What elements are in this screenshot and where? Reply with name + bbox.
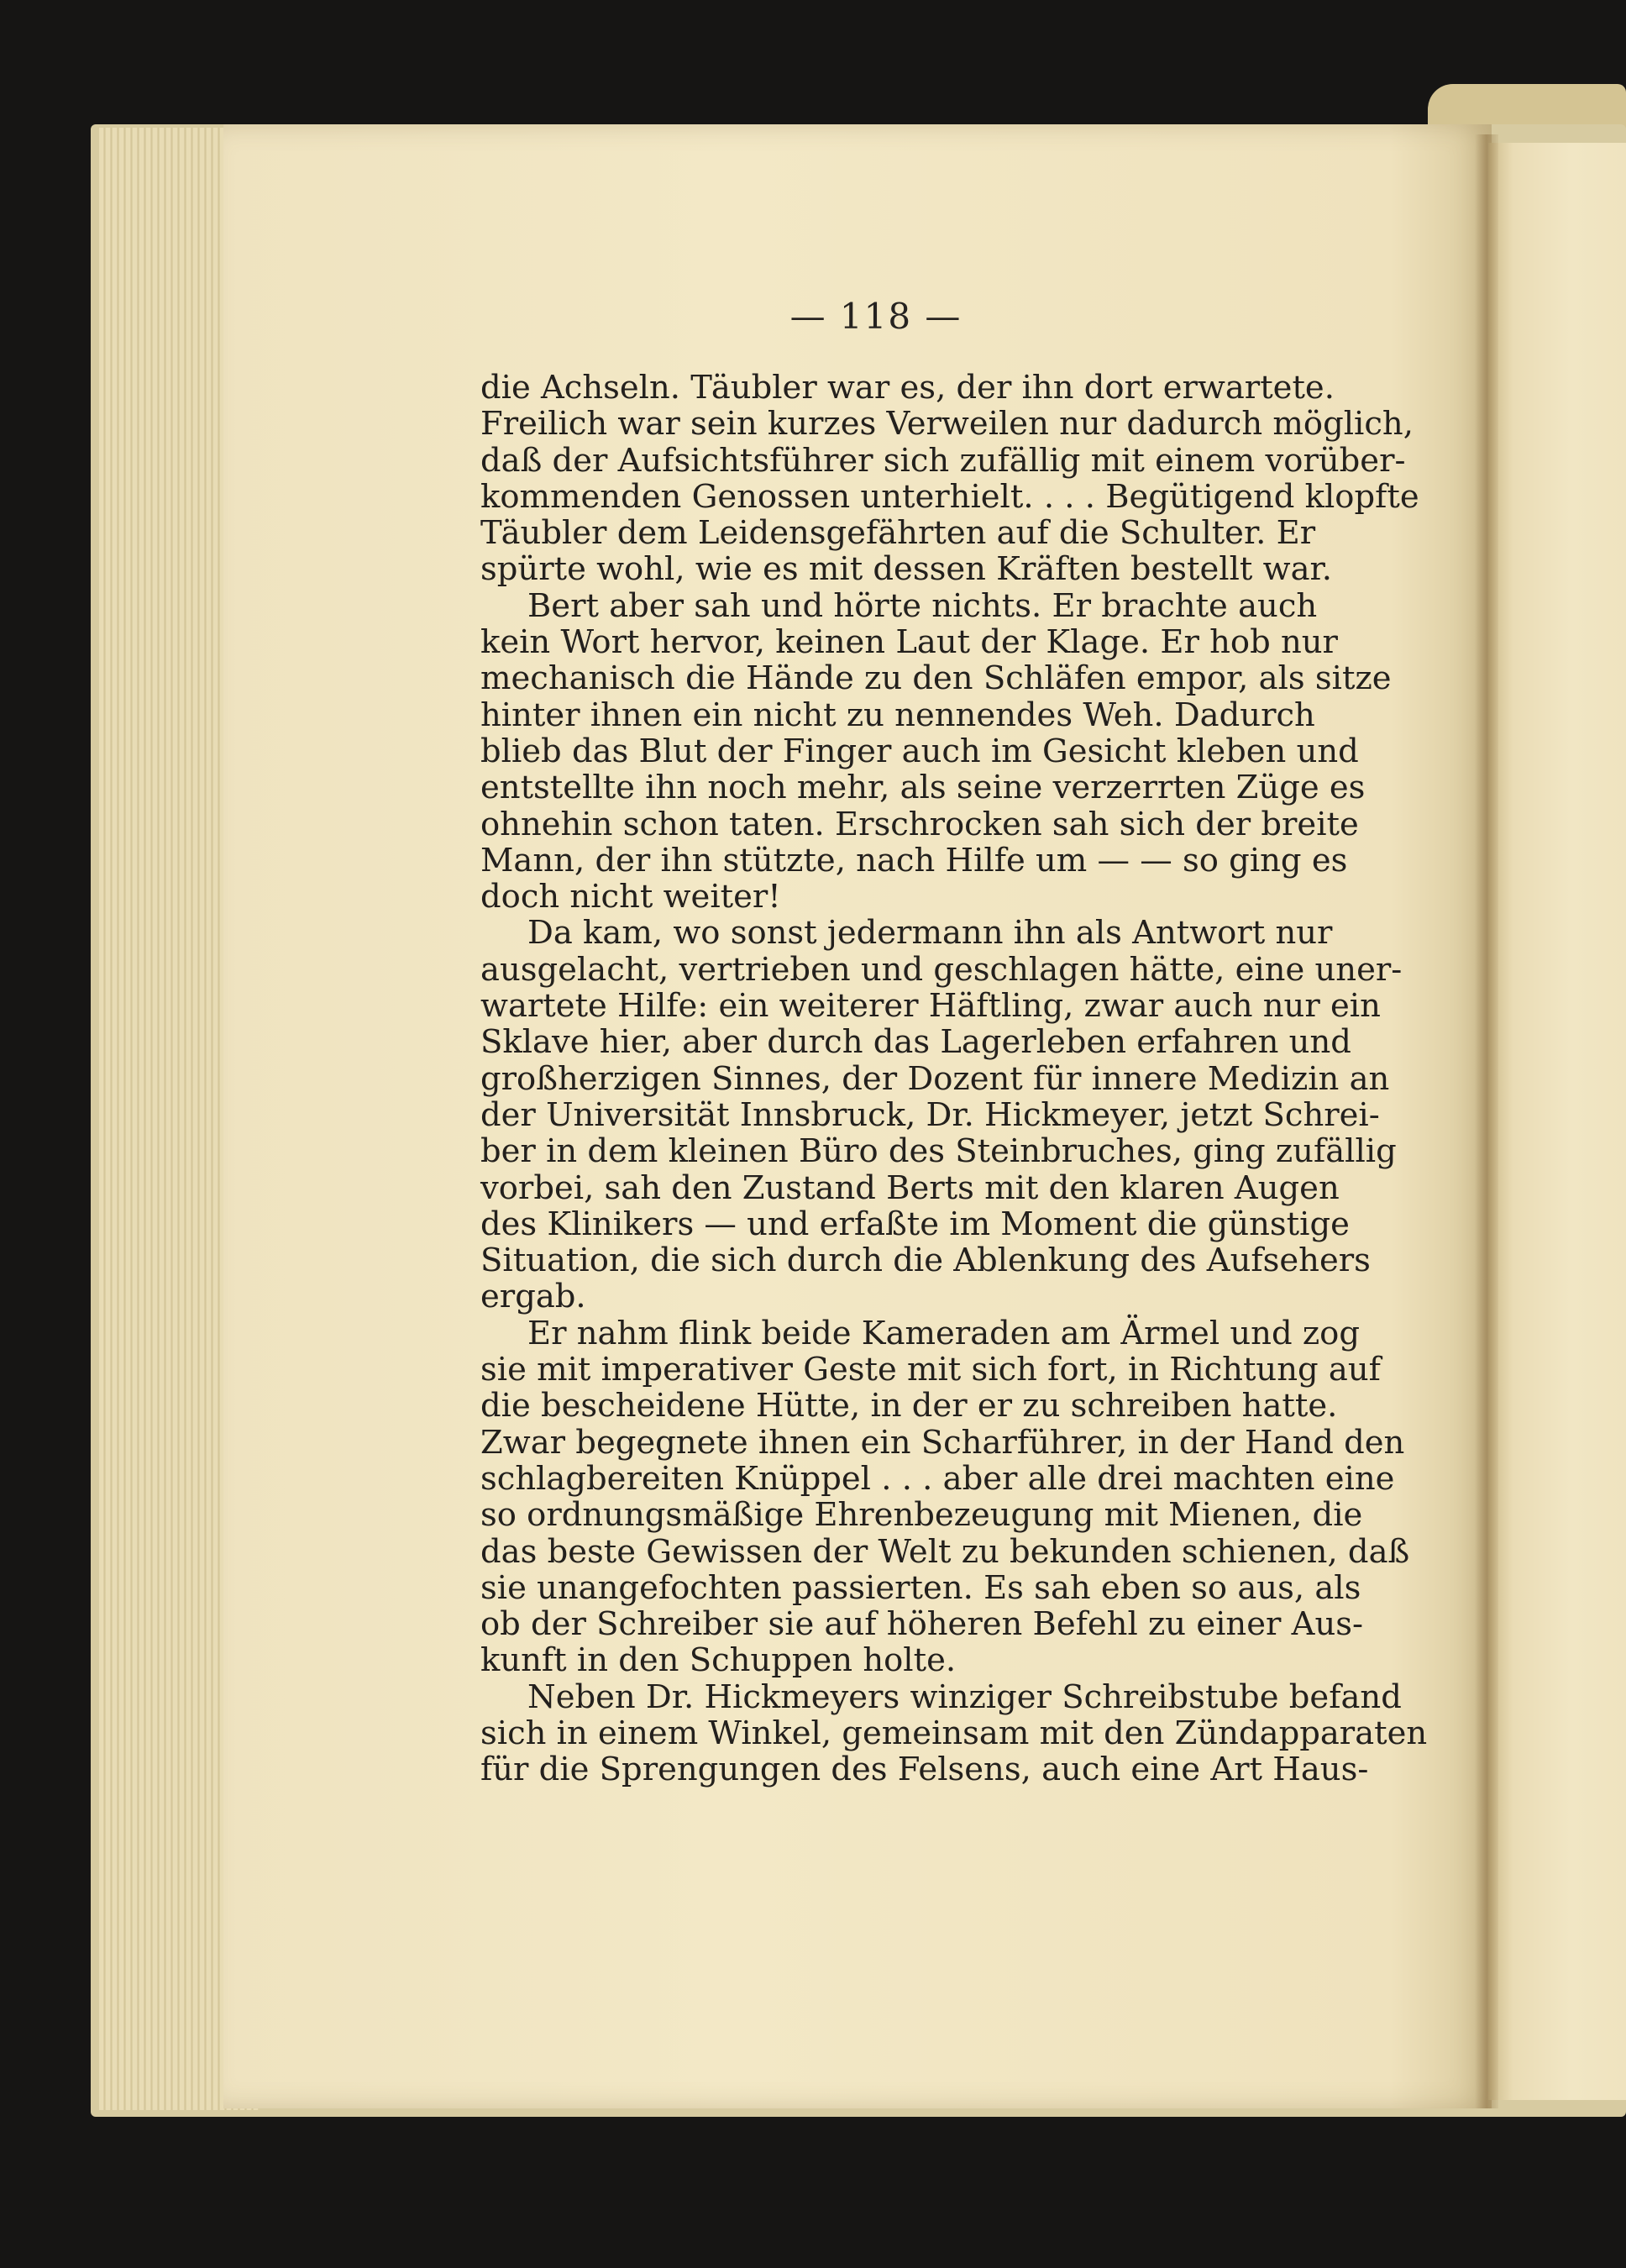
body-text [480,369,1428,1789]
text-line: sich in einem Winkel, gemeinsam mit den Zündapparaten [480,1714,1428,1752]
text-line: doch nicht weiter! [480,878,781,916]
text-line: entstellte ihn noch mehr, als seine verzerrten Züge es [480,769,1366,807]
text-line: des Klinikers — und erfaßte im Moment die günstige [480,1205,1350,1243]
text-line: ausgelacht, vertrieben und geschlagen hätte, eine uner- [480,950,1403,989]
text-line: großherzigen Sinnes, der Dozent für innere Medizin an [480,1059,1390,1098]
book-gutter [1475,134,1498,2108]
text-line: das beste Gewissen der Welt zu bekunden schienen, daß [480,1532,1410,1571]
text-line: kunft in den Schuppen holte. [480,1641,957,1680]
text-line: Er nahm flink beide Kameraden am Ärmel und zog [527,1314,1360,1352]
text-line: die Achseln. Täubler war es, der ihn dort erwartete. [480,369,1335,407]
text-line: spürte wohl, wie es mit dessen Kräften bestellt war. [480,550,1332,589]
right-page-edge [1488,143,1626,2100]
text-line: Täubler dem Leidensgefährten auf die Schulter. Er [480,514,1316,553]
text-line: Bert aber sah und hörte nichts. Er brachte auch [527,586,1318,625]
text-line: daß der Aufsichtsführer sich zufällig mit einem vorüber- [480,441,1406,480]
text-line: Neben Dr. Hickmeyers winziger Schreibstube befand [527,1677,1402,1716]
text-line: schlagbereiten Knüppel . . . aber alle drei machten eine [480,1459,1395,1498]
text-line: ber in dem kleinen Büro des Steinbruches, ging zufällig [480,1132,1397,1171]
text-line: Situation, die sich durch die Ablenkung des Aufsehers [480,1242,1371,1280]
text-line: ergab. [480,1278,586,1316]
text-line: der Universität Innsbruck, Dr. Hickmeyer, jetzt Schrei- [480,1095,1380,1134]
text-line: Sklave hier, aber durch das Lagerleben erfahren und [480,1023,1351,1062]
text-line: kein Wort hervor, keinen Laut der Klage. Er hob nur [480,623,1338,662]
text-line: blieb das Blut der Finger auch im Gesicht kleben und [480,732,1359,770]
text-line: Freilich war sein kurzes Verweilen nur dadurch möglich, [480,405,1414,444]
text-line: Zwar begegnete ihnen ein Scharführer, in der Hand den [480,1423,1405,1462]
text-line: vorbei, sah den Zustand Berts mit den klaren Augen [480,1168,1340,1207]
page-number: — 118 — [789,296,962,337]
text-line: ohnehin schon taten. Erschrocken sah sich der breite [480,805,1359,843]
text-line: hinter ihnen ein nicht zu nennendes Weh. Dadurch [480,696,1315,734]
text-line: Mann, der ihn stützte, nach Hilfe um — — so ging es [480,841,1348,879]
text-line: sie mit imperativer Geste mit sich fort, in Richtung auf [480,1351,1381,1389]
text-line: die bescheidene Hütte, in der er zu schreiben hatte. [480,1387,1338,1425]
text-line: mechanisch die Hände zu den Schläfen empor, als sitze [480,659,1392,698]
text-line: für die Sprengungen des Felsens, auch eine Art Haus- [480,1751,1369,1789]
text-line: sie unangefochten passierten. Es sah eben so aus, als [480,1568,1361,1607]
text-line: Da kam, wo sonst jedermann ihn als Antwort nur [527,914,1333,953]
text-line: kommenden Genossen unterhielt. . . . Begütigend klopfte [480,477,1419,516]
text-line: wartete Hilfe: ein weiterer Häftling, zwar auch nur ein [480,987,1381,1026]
text-line: ob der Schreiber sie auf höheren Befehl zu einer Aus- [480,1605,1364,1644]
text-line: so ordnungsmäßige Ehrenbezeugung mit Mienen, die [480,1496,1363,1535]
